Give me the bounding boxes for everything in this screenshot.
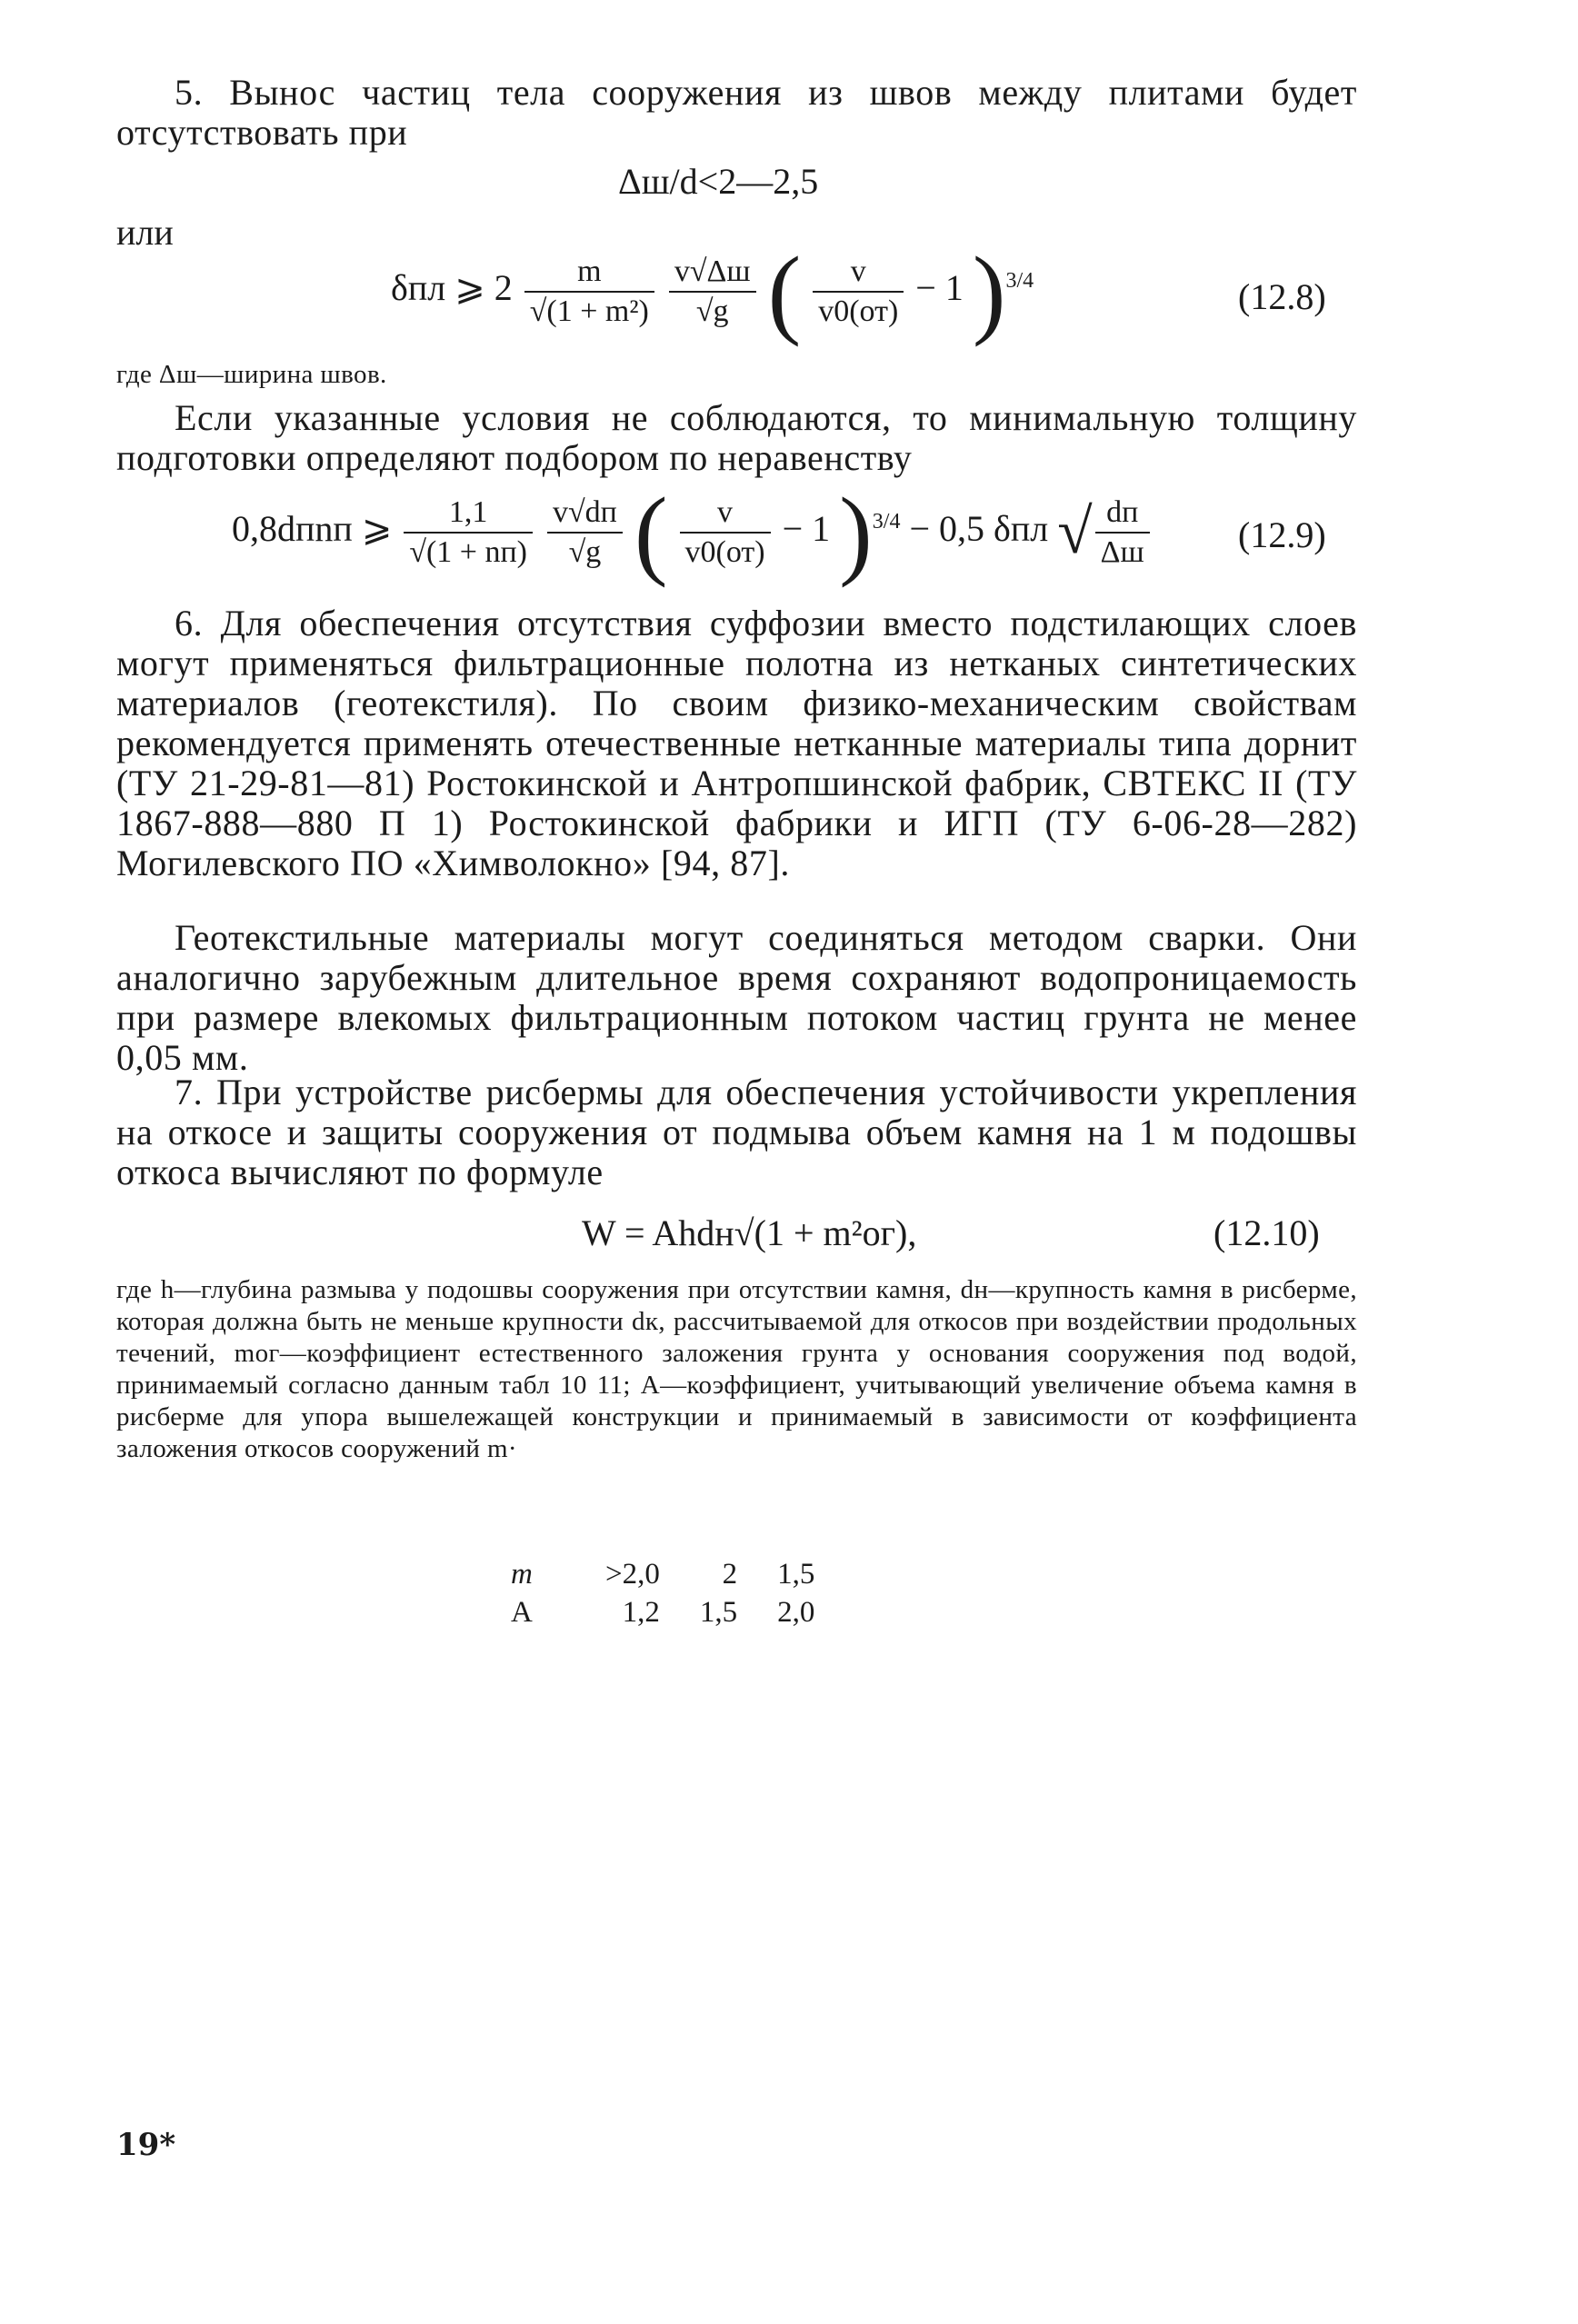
paragraph-7: 7. При устройстве рисбермы для обеспечения устойчивости укрепления на откосе и защиты сооружения от подмыва объем камня на 1 м подошвы откоса вычисляют по формуле: [116, 1072, 1357, 1192]
word-ili: или: [116, 212, 174, 253]
paragraph-5: 5. Вынос частиц тела сооружения из швов между плитами будет отсутствовать при: [116, 72, 1357, 153]
table-row: A 1,2 1,5 2,0: [511, 1596, 815, 1629]
formula-12-8-frac3: $\frac{v}{v0(от)}$: [813, 254, 904, 329]
condition-formula: Δш/d<2—2,5: [618, 161, 819, 202]
formula-12-8-lhs: δпл ⩾ 2: [391, 267, 513, 309]
formula-12-10: W = Ahdн√(1 + m²ог),: [582, 1212, 917, 1253]
formula-12-8-frac1: $\frac{m}{\text{√(1 + m²)}}$: [524, 254, 654, 329]
equation-number-12-9: (12.9): [1238, 514, 1326, 555]
formula-12-9: 0,8dпnп ⩾ $\frac{1,1}{√(1 + nп)}$ $\frac{v√dп}{√g}$ ( $\frac{v}{v0(от)}$ − 1 )$^{3/4}$ − 0,5 δпл √ $\frac{dп}{\Delta ш}$: [232, 495, 1153, 570]
where-seam-width: где Δш—ширина швов.: [116, 360, 387, 389]
page-number: 19*: [116, 2127, 176, 2163]
right-paren: ): [972, 236, 1006, 347]
equation-number-12-8: (12.8): [1238, 276, 1326, 317]
formula-12-9-lhs: 0,8dпnп ⩾: [232, 508, 393, 550]
paragraph-conditions: Если указанные условия не соблюдаются, то минимальную толщину подготовки определяют подбором по неравенству: [116, 397, 1357, 478]
formula-12-8-frac2: $\frac{v√\Delta ш}{√g}$: [669, 254, 756, 329]
where-definitions: где h—глубина размыва у подошвы сооружения при отсутствии камня, dн—крупность камня в рисберме, которая должна быть не меньше крупности dк, рассчитываемой для откосов при воздействии продольных течений, mог—коэффициент естественного заложения грунта у основания сооружения под водой, принимаемый согласно данным табл 10 11; А—коэффициент, учитывающий увеличение объема камня в рисберме для упора вышележащей конструкции и принимаемый в зависимости от коэффициента заложения откосов сооружений m·: [116, 1275, 1357, 1463]
coefficient-table: [509, 1554, 816, 1632]
equation-number-12-10: (12.10): [1213, 1212, 1320, 1253]
left-paren: (: [767, 236, 802, 347]
table-row: m >2,0 2 1,5: [511, 1558, 815, 1591]
paragraph-geotextile: Геотекстильные материалы могут соединяться методом сварки. Они аналогично зарубежным длительное время сохраняют водопроницаемость при размере влекомых фильтрационным потоком частиц грунта не менее 0,05 мм.: [116, 917, 1357, 1078]
paragraph-6: 6. Для обеспечения отсутствия суффозии вместо подстилающих слоев могут применяться фильтрационные полотна из нетканых синтетических материалов (геотекстиля). По своим физико-механическим свойствам рекомендуется применять отечественные нетканные материалы типа дорнит (ТУ 21-29-81—81) Ростокинской и Антропшинской фабрик, СВТЕКС II (ТУ 1867-888—880 П 1) Ростокинской фабрики и ИГП (ТУ 6-06-28—282) Могилевского ПО «Химволокно» [94, 87].: [116, 603, 1357, 883]
formula-12-8: δпл ⩾ 2 $\frac{m}{\text{√(1 + m²)}}$ $\frac{v√\Delta ш}{√g}$ ( $\frac{v}{v0(от)}$ − 1 )$^{3/4}$: [391, 236, 1034, 347]
